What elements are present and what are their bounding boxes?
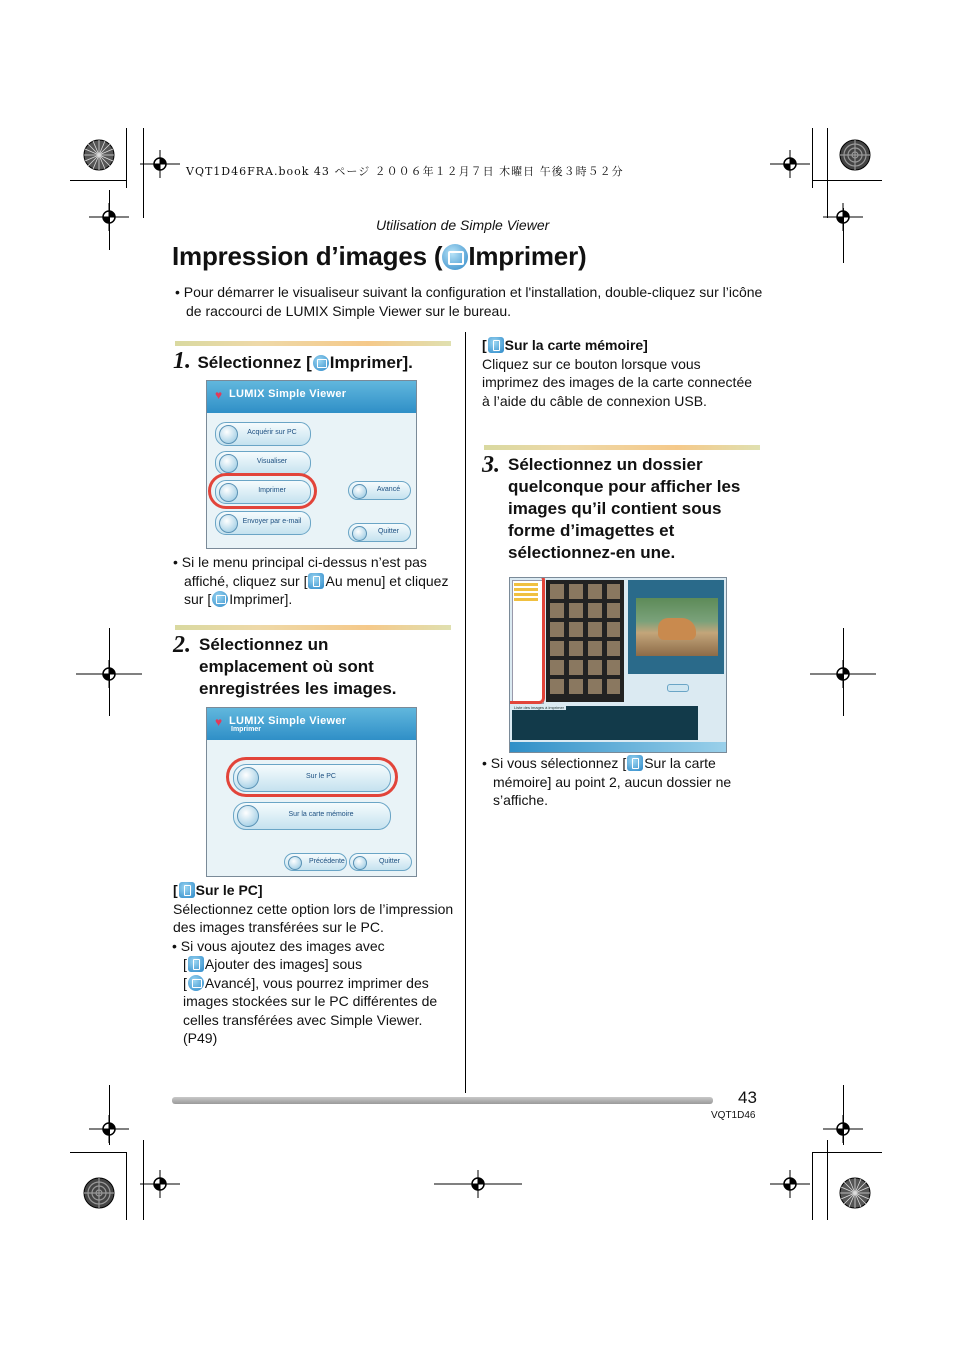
card-icon (237, 805, 259, 827)
section-header: Utilisation de Simple Viewer (376, 217, 550, 233)
app-logo: LUMIX Simple Viewer (229, 715, 347, 727)
previous-button[interactable]: Précédente (284, 853, 347, 871)
note-main-menu: • Si le menu principal ci-dessus n’est pas affiché, cliquez sur [ Au menu] et cliquez sur [ Imprimer]. (173, 554, 449, 607)
acquire-button[interactable]: Acquérir sur PC (215, 422, 311, 446)
close-icon (353, 856, 367, 870)
pc-icon (179, 882, 195, 898)
add-images-icon (188, 956, 204, 972)
heart-icon: ♥ (215, 388, 223, 402)
print-icon (313, 355, 329, 371)
step2-rule (175, 625, 451, 630)
preview-pane (628, 580, 724, 674)
highlight-ring (208, 473, 317, 509)
page-number: 43 (738, 1088, 757, 1107)
thumbnail-grid (546, 580, 624, 702)
doc-code: VQT1D46 (711, 1110, 756, 1121)
print-info: VQT1D46FRA.book 43 ページ ２００６年１２月７日 木曜日 午後３時５２分 (186, 165, 624, 178)
print-icon (212, 591, 228, 607)
thumbnail-screenshot (509, 577, 727, 753)
camera-icon (219, 425, 238, 444)
source-select-screenshot (206, 707, 417, 877)
main-menu-screenshot (206, 380, 417, 549)
globe-icon (352, 484, 367, 499)
print-button[interactable]: Imprimer (215, 480, 311, 504)
print-list-panel (512, 706, 698, 740)
print-icon (442, 244, 468, 270)
bottom-bar (510, 742, 726, 752)
page-title-before: Impression d’images ( (172, 241, 443, 271)
app-subtitle: Imprimer (231, 726, 261, 733)
card-icon (627, 755, 643, 771)
quit-button[interactable]: Quitter (349, 853, 412, 871)
advanced-button[interactable]: Avancé (348, 481, 411, 500)
email-button[interactable]: Envoyer par e-mail (215, 511, 311, 535)
highlight-ring (509, 577, 545, 704)
view-button[interactable]: Visualiser (215, 451, 311, 475)
on-card-button[interactable]: Sur la carte mémoire (233, 802, 391, 830)
view-icon (219, 454, 238, 473)
preview-button[interactable] (667, 684, 689, 692)
registration-target-icon (838, 1176, 872, 1210)
step3-rule (484, 445, 760, 450)
on-pc-section: [ Sur le PC] Sélectionnez cette option lors de l’impression des images transférées sur le PC. • Si vous ajoutez des images avec [ Ajouter des images] sous [ Avancé], vous pourrez imprimer des images stockées sur le PC différentes de celles transférées avec Simple Viewer. (P49) (172, 882, 454, 1046)
email-icon (219, 514, 238, 533)
column-divider (465, 332, 466, 1093)
step3-text: Sélectionnez un dossier quelconque pour afficher les images qu’il contient sous forme d’imagettes et sélectionnez-en une. (508, 455, 741, 562)
print-list-label: Liste des images à imprimer (514, 705, 565, 710)
on-pc-button[interactable]: Sur le PC (233, 764, 391, 792)
card-icon (488, 337, 504, 353)
footer-rule (172, 1097, 713, 1104)
highlight-ring (226, 757, 398, 797)
close-icon (352, 526, 367, 541)
note-card: • Si vous sélectionnez [ Sur la carte mémoire] au point 2, aucun dossier ne s’affiche. (482, 755, 732, 808)
registration-target-icon (82, 138, 116, 172)
step1-rule (175, 341, 451, 346)
globe-icon (188, 975, 204, 991)
registration-target-icon (838, 138, 872, 172)
on-card-section: [ Sur la carte mémoire] Cliquez sur ce bouton lorsque vous imprimez des images de la carte connectée à l’aide du câble de connexion USB. (482, 337, 753, 409)
step2-text: Sélectionnez un emplacement où sont enregistrées les images. (199, 635, 397, 698)
intro-text: • Pour démarrer le visualiseur suivant la configuration et l'installation, double-cliquez sur l’icône de raccourci de LUMIX Simple Viewer sur le bureau. (175, 284, 763, 319)
menu-icon (308, 573, 324, 589)
step1-text: Sélectionnez [ Imprimer]. (197, 353, 413, 372)
back-icon (288, 856, 302, 870)
quit-button[interactable]: Quitter (348, 523, 411, 542)
heart-icon: ♥ (215, 715, 223, 729)
step3-number: 3. (482, 452, 500, 478)
app-logo: LUMIX Simple Viewer (229, 388, 347, 400)
page-title-after: Imprimer) (468, 241, 587, 271)
page-title (172, 241, 586, 272)
step1 (173, 348, 453, 375)
step2-number: 2. (173, 632, 191, 658)
registration-target-icon (82, 1176, 116, 1210)
step1-number: 1. (173, 348, 191, 374)
